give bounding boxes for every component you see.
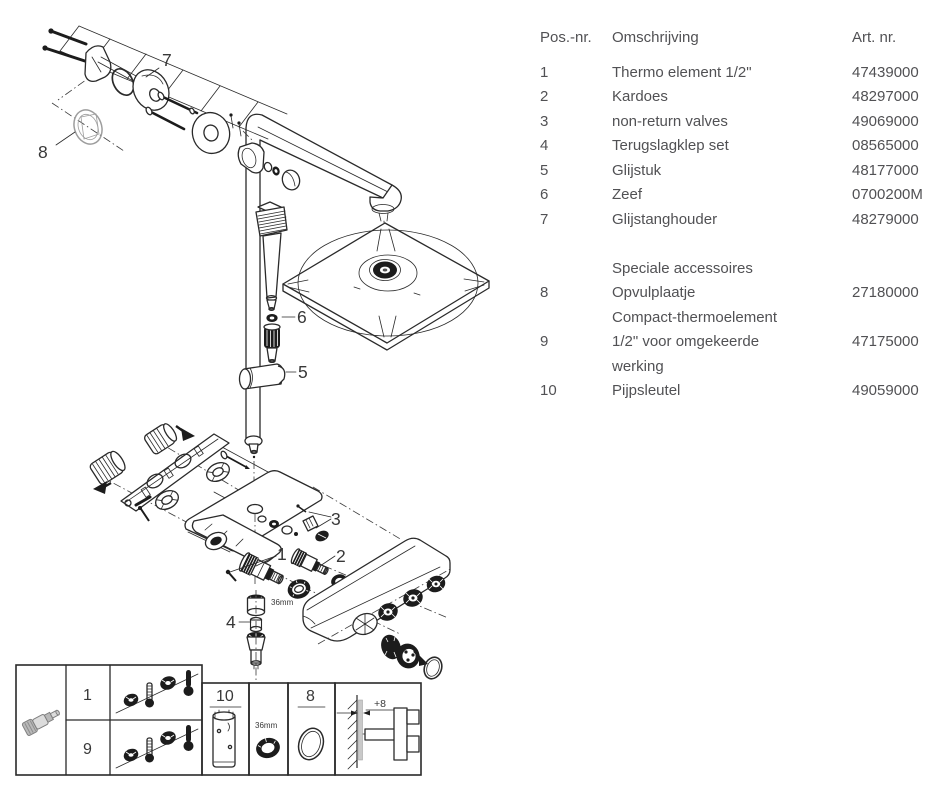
union-nut (143, 421, 179, 455)
table-spacer-row (540, 232, 940, 257)
legend-box-36mm (249, 683, 288, 775)
callout-4: 4 (226, 612, 236, 632)
callout-3: 3 (331, 509, 341, 529)
wall-flange-assembly (188, 109, 302, 193)
legend-icons-row9 (116, 725, 198, 768)
header-pos: Pos.-nr. (540, 29, 592, 46)
table-row: 4 Terugslagklep set 08565000 (540, 137, 919, 154)
callout-6: 6 (297, 307, 307, 327)
head-shower (283, 223, 489, 350)
legend-box (16, 665, 421, 775)
wall-zone-band (60, 26, 287, 139)
spacer-plate-part8 (52, 103, 124, 151)
opvulplaatje-strip (359, 700, 363, 760)
hand-shower-handle (263, 233, 281, 298)
legend-box8-number: 8 (306, 688, 315, 705)
shower-arm-end (370, 185, 401, 211)
table-header (540, 26, 940, 51)
table-row: 3 non-return valves 49069000 (540, 112, 919, 130)
union-nut (89, 448, 128, 485)
legend-row1-number: 1 (83, 687, 92, 704)
mixer-housing-channel (303, 538, 452, 644)
rosette-ring (203, 459, 232, 485)
table-row: 2 Kardoes 48297000 (540, 88, 919, 105)
callout-7: 7 (162, 50, 172, 70)
legend-row9-number: 9 (83, 741, 92, 758)
header-desc: Omschrijving (612, 29, 699, 46)
legend-36mm-label: 36mm (255, 721, 278, 730)
table-section-row (540, 257, 940, 282)
exploded-knob (378, 632, 445, 681)
table-row: werking (612, 357, 664, 375)
callout-5: 5 (298, 362, 308, 382)
table-row: 6 Zeef 0700200M (540, 186, 923, 203)
legend-box-8 (288, 683, 335, 775)
table-row: Compact-thermoelement (612, 308, 778, 326)
table-row: 1 Thermo element 1/2" 47439000 (540, 63, 919, 81)
accessories-title: Speciale accessoires (612, 259, 753, 277)
thermo-element-image (22, 706, 63, 736)
table-row: 10 Pijpsleutel 49059000 (540, 382, 919, 399)
table-row: 7 Glijstanghouder 48279000 (540, 210, 919, 228)
size-label-36mm: 36mm (271, 598, 294, 607)
callout-8: 8 (38, 142, 48, 162)
mixer-exploded (89, 421, 452, 682)
table-row: 5 Glijstuk 48177000 (540, 161, 919, 179)
callout-2: 2 (336, 546, 346, 566)
legend-icons-row1 (116, 670, 198, 713)
callout-1: 1 (277, 544, 287, 564)
legend-box10-number: 10 (216, 688, 234, 705)
legend-box-wall (335, 683, 421, 775)
parts-table (540, 26, 940, 404)
table-row: 8 Opvulplaatje 27180000 (540, 284, 919, 301)
table-row: 9 1/2" voor omgekeerde 47175000 (540, 333, 919, 350)
legend-box-10 (202, 683, 249, 775)
legend-offset-label: +8 (374, 698, 386, 710)
header-art: Art. nr. (852, 29, 897, 46)
kardoes-part2 (290, 548, 331, 579)
